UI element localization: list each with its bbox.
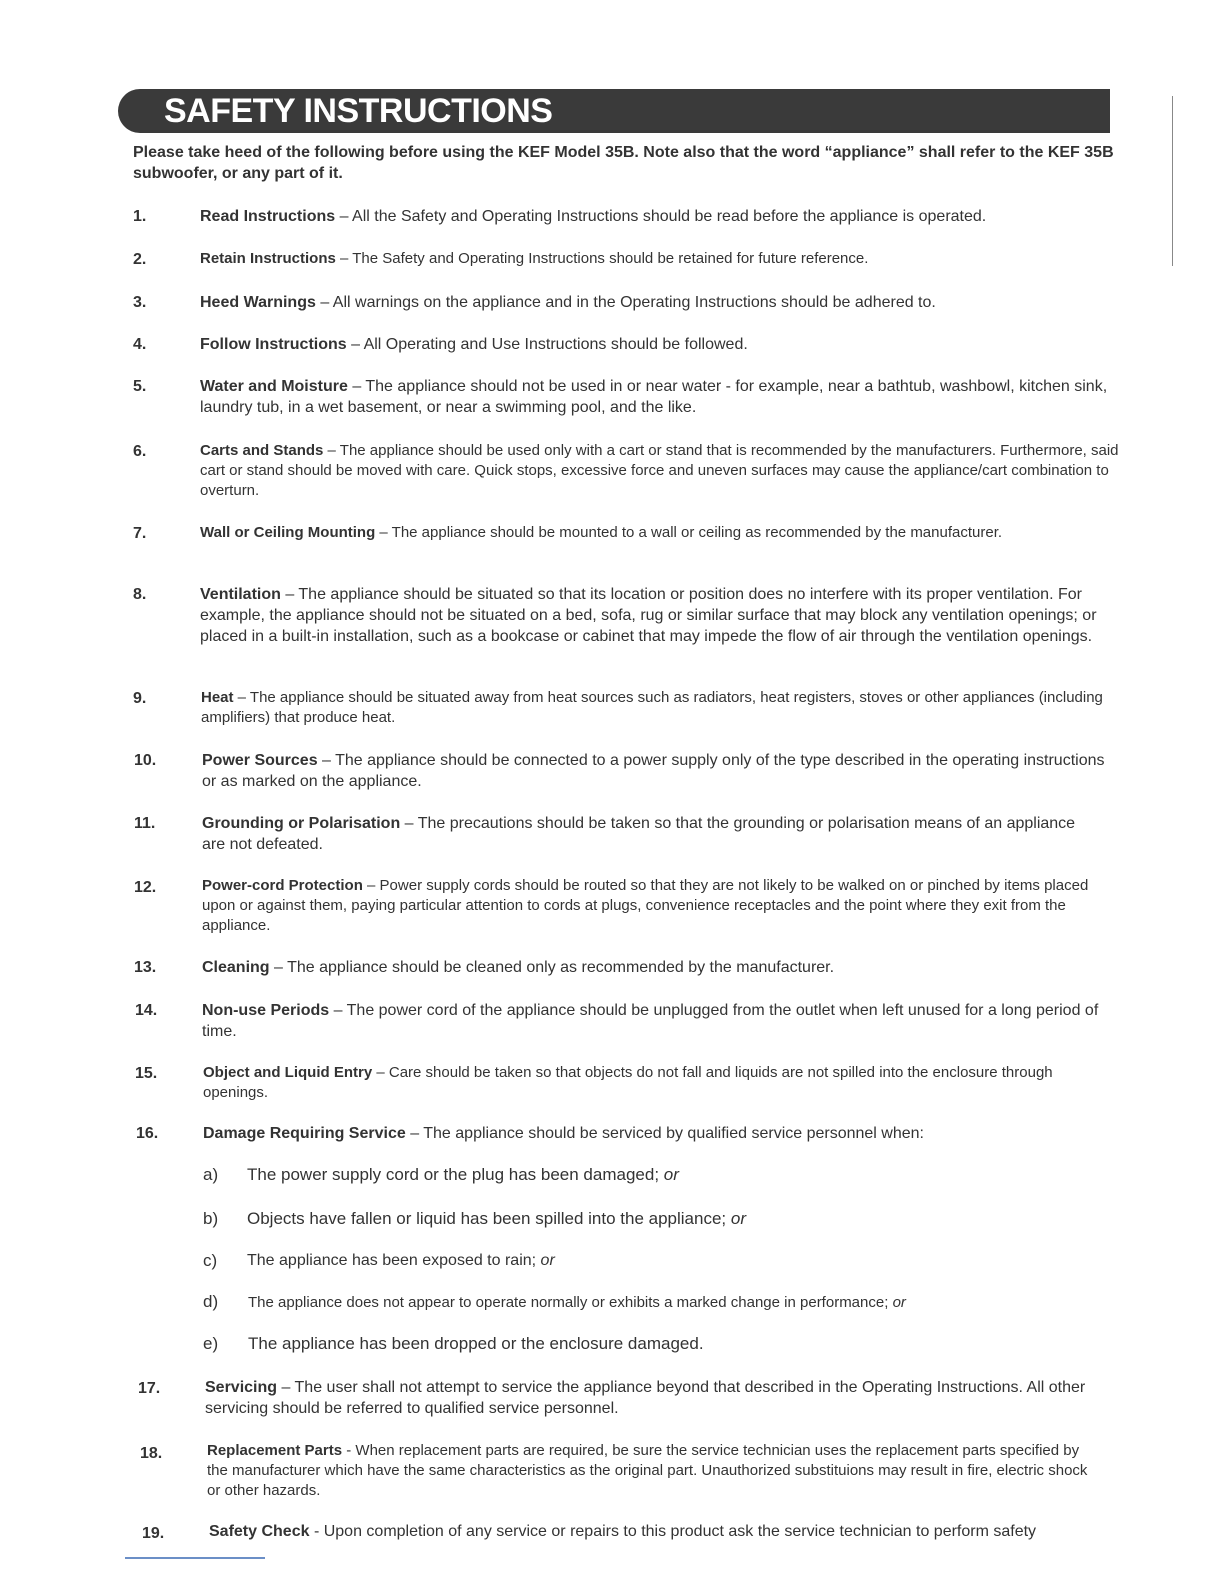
item-label: Wall or Ceiling Mounting [200, 524, 376, 541]
item-separator: – [346, 336, 364, 353]
item-label: Follow Instructions [200, 336, 347, 353]
subitem-letter: c) [203, 1251, 218, 1270]
item-text [200, 249, 1120, 269]
item-label: Read Instructions [200, 208, 336, 225]
item-body: Power supply cords should be routed so that they are not likely to be walked on or pinched by items placed upon or against them, paying particular attention to cords at plugs, convenience receptacles and the point where they exit from the appliance. [202, 877, 1089, 934]
item-text [200, 376, 1120, 418]
item-text: Safety Check - Upon completion of any service or repairs to this product ask the service technician to perform safety [209, 1523, 1037, 1540]
item-number: 8. [133, 586, 147, 603]
item-body: All Operating and Use Instructions should be followed. [363, 336, 748, 353]
subitem-tail: or [663, 1165, 679, 1184]
item-body: Care should be taken so that objects do not fall and liquids are not spilled into the enclosure through openings. [203, 1064, 1053, 1101]
subitem-text [248, 1333, 704, 1355]
item-label: Ventilation [200, 586, 281, 603]
item-separator: – [233, 689, 250, 706]
item-label: Cleaning [202, 959, 270, 976]
item-text [202, 876, 1122, 936]
item-text [202, 750, 1122, 792]
item-number: 15. [135, 1065, 158, 1082]
bottom-rule [125, 1557, 265, 1559]
item-separator: – [375, 524, 392, 541]
item-separator: – [372, 1064, 389, 1081]
item-separator: – [323, 442, 340, 459]
item-label: Water and Moisture [200, 378, 348, 395]
item-body: When replacement parts are required, be sure the service technician uses the replacement parts specified by the manufacturer which have the same characteristics as the original part. Unauthorized substituions may result in fire, electric shock or other hazards. [207, 1442, 1088, 1499]
item-number: 16. [136, 1125, 159, 1142]
item-body: The appliance should be situated away from heat sources such as radiators, heat registers, stoves or other appliances (including amplifiers) that produce heat. [201, 689, 1103, 726]
item-text [200, 206, 1120, 227]
item-body: The Safety and Operating Instructions should be retained for future reference. [352, 250, 869, 267]
item-number: 12. [134, 879, 157, 896]
item-body: All the Safety and Operating Instructions should be read before the appliance is operated. [352, 208, 987, 225]
item-separator: – [405, 1125, 424, 1142]
item-text [202, 1000, 1127, 1042]
item-number: 18. [140, 1445, 163, 1462]
subitem-letter: a) [203, 1165, 219, 1184]
subitem-letter: e) [203, 1334, 219, 1353]
item-label: Damage Requiring Service [203, 1125, 406, 1142]
item-label: Grounding or Polarisation [202, 815, 401, 832]
item-separator: – [335, 250, 353, 267]
item-separator: – [315, 294, 333, 311]
item-number: 14. [135, 1002, 158, 1019]
item-body: The appliance should be connected to a power supply only of the type described in the operating instructions or as marked on the appliance. [202, 752, 1105, 790]
subitem-body: The appliance does not appear to operate normally or exhibits a marked change in performance; [248, 1294, 889, 1311]
item-text [200, 292, 1120, 313]
item-body: All warnings on the appliance and in the Operating Instructions should be adhered to. [332, 294, 936, 311]
subitem-body: The appliance has been dropped or the enclosure damaged. [248, 1334, 704, 1353]
item-text [202, 957, 1122, 978]
item-label: Heed Warnings [200, 294, 316, 311]
title-banner [118, 89, 1110, 133]
item-body: The appliance should be used only with a cart or stand that is recommended by the manufacturers. Furthermore, said cart or stand should be moved with care. Quick stops, excessive force and uneven surfaces may cause the appliance/cart combination to overturn. [200, 442, 1119, 499]
item-label: Retain Instructions [200, 250, 336, 267]
item-body: The appliance should be serviced by qualified service personnel when: [423, 1125, 924, 1142]
item-body: The appliance should be mounted to a wall or ceiling as recommended by the manufacturer. [391, 524, 1003, 541]
item-separator: – [362, 877, 380, 894]
item-body: The appliance should not be used in or near water - for example, near a bathtub, washbowl, kitchen sink, laundry tub, in a wet basement, or near a swimming pool, and the like. [200, 378, 1108, 416]
item-label: Heat [201, 689, 234, 706]
item-text [203, 1063, 1083, 1103]
item-body: The user shall not attempt to service the appliance beyond that described in the Operating Instructions. All other servicing should be referred to qualified service personnel. [205, 1379, 1086, 1417]
subitem-tail: or [730, 1209, 747, 1228]
item-body: Upon completion of any service or repairs to this product ask the service technician to perform safety [323, 1523, 1037, 1540]
item-number: 13. [134, 959, 157, 976]
item-separator: – [269, 959, 288, 976]
item-label: Non-use Periods [202, 1002, 330, 1019]
item-number: 9. [133, 690, 147, 707]
subitem-tail: or [892, 1294, 906, 1311]
subitem-text [247, 1250, 555, 1272]
item-separator: – [280, 586, 299, 603]
item-number: 3. [133, 294, 147, 311]
item-body: The appliance should be cleaned only as recommended by the manufacturer. [287, 959, 835, 976]
item-label: Object and Liquid Entry [203, 1064, 373, 1081]
item-text [200, 523, 1080, 543]
item-label: Power Sources [202, 752, 318, 769]
item-separator: – [317, 752, 336, 769]
subitem-text [247, 1164, 679, 1186]
item-number: 17. [138, 1380, 161, 1397]
item-number: 10. [134, 752, 157, 769]
item-text [205, 1377, 1125, 1419]
item-label: Servicing [205, 1379, 278, 1396]
item-number: 5. [133, 378, 147, 395]
subitem-body: The appliance has been exposed to rain; [247, 1252, 537, 1269]
item-label: Power-cord Protection [202, 877, 363, 894]
item-text [200, 334, 1120, 355]
item-body: The precautions should be taken so that the grounding or polarisation means of an appliance are not defeated. [202, 815, 1076, 853]
item-body: The power cord of the appliance should be unplugged from the outlet when left unused for a long period of time. [202, 1002, 1099, 1040]
subitem-body: The power supply cord or the plug has been damaged; [247, 1165, 660, 1184]
intro-paragraph: Please take heed of the following before using the KEF Model 35B. Note also that the word “appliance” shall refer to the KEF 35B subwoofer, or any part of it. [133, 144, 1114, 182]
item-text [200, 441, 1120, 501]
item-separator: – [400, 815, 418, 832]
subitem-body: Objects have fallen or liquid has been spilled into the appliance; [247, 1209, 727, 1228]
item-text [202, 813, 1102, 855]
item-number: 4. [133, 336, 147, 353]
item-number: 19. [142, 1525, 165, 1542]
item-body: The appliance should be situated so that its location or position does no interfere with its proper ventilation. For example, the appliance should not be situated on a bed, sofa, rug or similar surface that may block any ventilation openings; or placed in a built-in installation, such as a bookcase or cabinet that may impede the flow of air through the ventilation openings. [200, 586, 1097, 645]
page-title: SAFETY INSTRUCTIONS [164, 92, 553, 130]
item-number: 2. [133, 251, 147, 268]
item-separator: – [329, 1002, 347, 1019]
item-number: 6. [133, 443, 147, 460]
item-separator: – [347, 378, 366, 395]
item-text [200, 584, 1125, 647]
subitem-text [248, 1292, 906, 1314]
subitem-letter: d) [203, 1292, 219, 1311]
item-text: Replacement Parts - When replacement parts are required, be sure the service technician uses the replacement parts specified by the manufacturer which have the same characteristics as the original part. Unauthorized substituions may result in fire, electric shock or other hazards. [207, 1442, 1088, 1499]
item-label: Safety Check [209, 1523, 310, 1540]
margin-line [1172, 96, 1173, 266]
subitem-text [247, 1208, 746, 1230]
item-separator: – [277, 1379, 295, 1396]
item-number: 7. [133, 525, 147, 542]
item-text [203, 1123, 1123, 1144]
item-label: Replacement Parts [207, 1442, 343, 1459]
item-number: 11. [134, 815, 156, 832]
item-separator: – [335, 208, 353, 225]
subitem-letter: b) [203, 1209, 219, 1228]
item-label: Carts and Stands [200, 442, 324, 459]
item-text [201, 688, 1121, 728]
subitem-tail: or [540, 1252, 555, 1269]
item-number: 1. [133, 208, 147, 225]
